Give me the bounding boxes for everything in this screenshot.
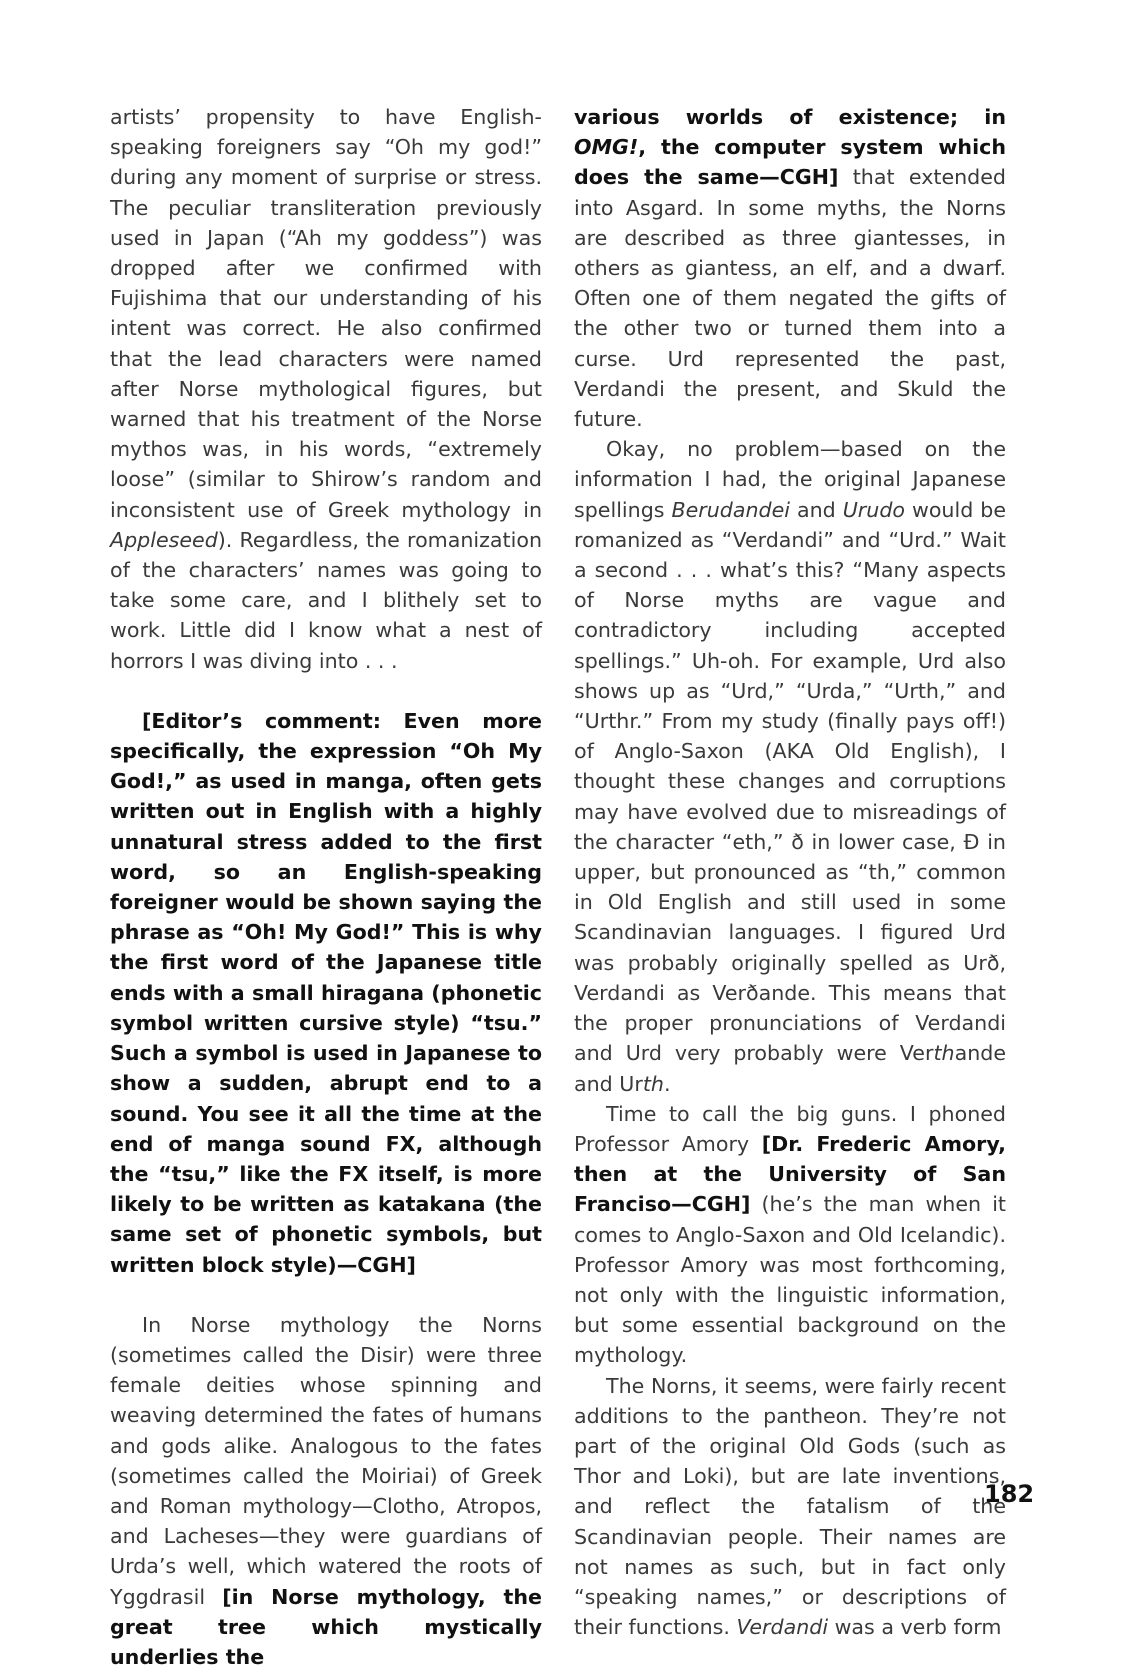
paragraph (574, 434, 1006, 1098)
text-run: artists’ propensity to have English-speaking foreigners say “Oh my god!” during any moment of surprise or stress. The peculiar transliteration previously used in Japan (“Ah my goddess”) was dropped after we confirmed with Fujishima that our understanding of his intent was correct. He also confirmed that the lead characters were named after Norse mythological figures, but warned that his treatment of the Norse mythos was, in his words, “extremely loose” (similar to Shirow’s random and inconsistent use of Greek mythology in (110, 105, 542, 522)
italic-word: th (933, 1041, 955, 1066)
text-run: and (790, 497, 843, 522)
paragraph (110, 102, 542, 676)
text-run: Okay, no problem—based on the information I had, the original Japanese spellings (574, 437, 1006, 522)
paragraph (110, 1310, 542, 1672)
italic-word: Berudandei (671, 497, 791, 522)
editor-note-italic: OMG! (574, 135, 639, 160)
text-run: In Norse mythology the Norns (sometimes called the Disir) were three female deities whose spinning and weaving determined the fates of humans and gods alike. Analogous to the fates (sometimes called the Moiriai) of Greek and Roman mythology—Clotho, Atropos, and Lacheses—they were guardians of Urda’s well, which watered the roots of Yggdrasil (110, 1312, 542, 1609)
text-run: Time to call the big guns. I phoned Professor Amory (574, 1101, 1006, 1156)
right-column (574, 102, 1006, 1642)
editor-note: , the computer system which does the same—CGH] (574, 135, 1006, 190)
italic-word: Verdandi (736, 1615, 829, 1640)
left-column (110, 102, 542, 1672)
text-run: ande and Ur (574, 1041, 1006, 1096)
editor-note: [Dr. Frederic Amory, then at the University of San Franciso—CGH] (574, 1131, 1006, 1217)
editor-note: [in Norse mythology, the great tree which mystically underlies the (110, 1584, 542, 1669)
text-run: was a verb form (828, 1615, 1002, 1640)
text-run: (he’s the man when it comes to Anglo-Saxon and Old Icelandic). Professor Amory was most forthcoming, not only with the linguistic information, but some essential background on the mythology. (574, 1192, 1006, 1368)
page-number: 182 (984, 1480, 1035, 1508)
text-run: would be romanized as “Verdandi” and “Urd.” Wait a second . . . what’s this? “Many aspects of Norse myths are vague and contradictory including accepted spellings.” Uh-oh. For example, Urd also shows up as “Urd,” “Urda,” “Urth,” and “Urthr.” From my study (finally pays off!) of Anglo-Saxon (AKA Old English), I thought these changes and corruptions may have evolved due to misreadings of the character “eth,” ð in lower case, Đ in upper, but pronounced as “th,” common in Old English and still used in some Scandinavian languages. I figured Urd was probably originally spelled as Urð, Verdandi as Verðande. This means that the proper pronunciations of Verdandi and Urd very probably were (574, 497, 1006, 1066)
text-run: The Norns, it seems, were fairly recent additions to the pantheon. They’re not part of the original Old Gods (such as Thor and Loki), but are late inventions, and reflect the fatalism of the Scandinavian people. Their names are not names as such, but in fact only “speaking names,” or descriptions of their functions. (574, 1373, 1006, 1640)
text-run: Ver (899, 1041, 934, 1066)
editor-note: various worlds of existence; in (574, 105, 1006, 129)
italic-title: Appleseed (110, 527, 218, 552)
text-run: ). Regardless, the romanization of the characters’ names was going to take some care, and I blithely set to work. Little did I know what a nest of horrors I was diving into . . . (110, 527, 542, 673)
text-run: . (663, 1071, 671, 1096)
text-run: that extended into Asgard. In some myths, the Norns are described as three giantesses, in others as giantess, an elf, and a dwarf. Often one of them negated the gifts of the other two or turned them into a curse. Urd represented the past, Verdandi the present, and Skuld the future. (574, 165, 1006, 432)
italic-word: Urudo (842, 497, 905, 522)
editor-comment: [Editor’s comment: Even more specifically, the expression “Oh My God!,” as used in manga, often gets written out in English with a highly unnatural stress added to the first word, so an English-speaking foreigner would be shown saying the phrase as “Oh! My God!” This is why the first word of the Japanese title ends with a small hiragana (phonetic symbol written cursive style) “tsu.” Such a symbol is used in Japanese to show a sudden, abrupt end to a sound. You see it all the time at the end of manga sound FX, although the “tsu,” like the FX itself, is more likely to be written as katakana (the same set of phonetic symbols, but written block style)—CGH] (110, 708, 542, 1277)
paragraph (574, 1099, 1006, 1371)
paragraph (574, 1371, 1006, 1643)
paragraph (574, 102, 1006, 434)
italic-word: th (642, 1071, 664, 1096)
